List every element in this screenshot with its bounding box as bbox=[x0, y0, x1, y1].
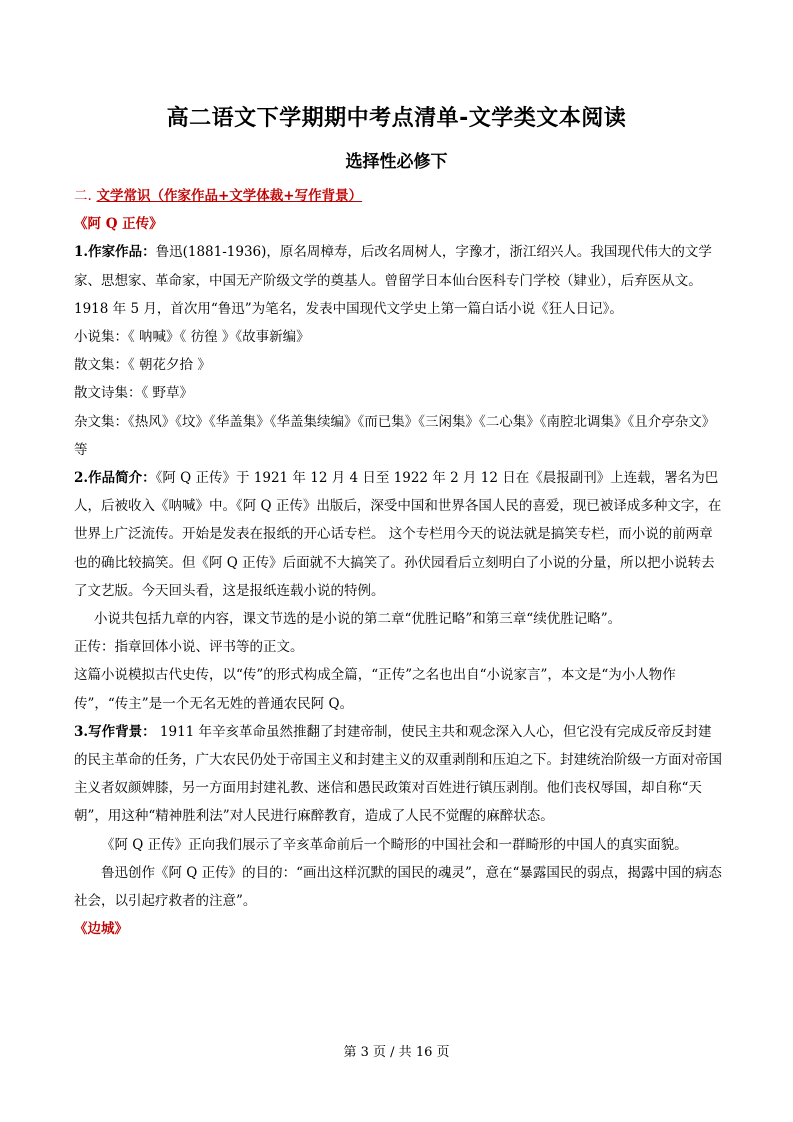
imitation-paragraph: 这篇小说模拟古代史传，以“传”的形式构成全篇，“正传”之名也出自“小说家言”，本文是“为小人物作传”，“传主”是一个无名无姓的普通农民阿 Q。 bbox=[74, 667, 676, 712]
background-paragraph bbox=[74, 718, 724, 831]
collection-novels: 小说集：《 呐喊》《 彷徨 》《故事新编》 bbox=[74, 329, 310, 346]
intro-paragraph bbox=[74, 464, 724, 605]
works-paragraph bbox=[74, 238, 724, 323]
book-title-ahq: 《阿 Q 正传》 bbox=[74, 216, 163, 233]
collection-essays: 杂文集：《热风》《坟》《华盖集》《华盖集续编》《而已集》《三闲集》《二心集》《南腔北调集》《且介亭杂文》等 bbox=[74, 413, 716, 458]
collection-prose-poems: 散文诗集：《 野草》 bbox=[74, 385, 194, 402]
page-footer: 第 3 页 / 共 16 页 bbox=[343, 1045, 450, 1060]
works-text: 鲁迅(1881-1936)，原名周樟寿，后改名周树人，字豫才，浙江绍兴人。我国现代伟大的文学家、思想家、革命家，中国无产阶级文学的奠基人。曾留学日本仙台医科专门学校（肄业），后弃医从文。1918 年 5 月，首次用“鲁迅”为笔名，发表中国现代文学史上第一篇白话小说《狂人日记》。 bbox=[74, 244, 712, 317]
works-label: 1.作家作品： bbox=[74, 244, 156, 261]
zhengzhuan-paragraph: 正传：指章回体小说、评书等的正文。 bbox=[74, 639, 304, 656]
show-paragraph: 《阿 Q 正传》正向我们展示了辛亥革命前后一个畸形的中国社会和一群畸形的中国人的真实面貌。 bbox=[101, 836, 688, 853]
document-body bbox=[74, 182, 724, 943]
section-number: 二. bbox=[74, 188, 92, 204]
document-title: 高二语文下学期期中考点清单-文学类文本阅读 bbox=[166, 106, 627, 131]
section-title: 文学常识（作家作品+文学体裁+写作背景） bbox=[96, 188, 363, 204]
book-title-biancheng: 《边城》 bbox=[74, 921, 128, 938]
intro-text: 《阿 Q 正传》于 1921 年 12 月 4 日至 1922 年 2 月 12 日在《晨报副刊》上连载，署名为巴人，后被收入《呐喊》中。《阿 Q 正传》出版后，深受中国和世界各国人民的喜爱，现已被译成多种文字，在世界上广泛流传。开始是发表在报纸的开心话专栏。 这个专栏用今天的说法就是搞笑专栏，而小说的前两章也的确比较搞笑。但《阿 Q 正传》后面就不大搞笑了。孙伏园看后立刻明白了小说的分量，所以把小说转去了文艺版。今天回头看，这是报纸连载小说的特例。 bbox=[74, 470, 722, 599]
intro-label: 2.作品简介： bbox=[74, 470, 156, 487]
chapters-paragraph: 小说共包括九章的内容，课文节选的是小说的第二章“优胜记略”和第三章“续优胜记略”。 bbox=[94, 611, 622, 628]
section-heading bbox=[74, 182, 724, 210]
collection-prose: 散文集：《 朝花夕拾 》 bbox=[74, 357, 211, 374]
purpose-paragraph: 鲁迅创作《阿 Q 正传》的目的：“画出这样沉默的国民的魂灵”，意在“暴露国民的弱点，揭露中国的病态社会，以引起疗救者的注意”。 bbox=[74, 864, 722, 910]
background-text: 1911 年辛亥革命虽然推翻了封建帝制，使民主共和观念深入人心，但它没有完成反帝反封建的民主革命的任务，广大农民仍处于帝国主义和封建主义的双重剥削和压迫之下。封建统治阶级一方面对帝国主义者奴颜婢膝，另一方面用封建礼教、迷信和愚民政策对百姓进行镇压剥削。他们丧权辱国，却自称“天朝”，用这种“精神胜利法”对人民进行麻醉教育，造成了人民不觉醒的麻醉状态。 bbox=[74, 723, 722, 825]
document-subtitle: 选择性必修下 bbox=[345, 152, 448, 172]
background-label: 3.写作背景： bbox=[74, 723, 156, 740]
